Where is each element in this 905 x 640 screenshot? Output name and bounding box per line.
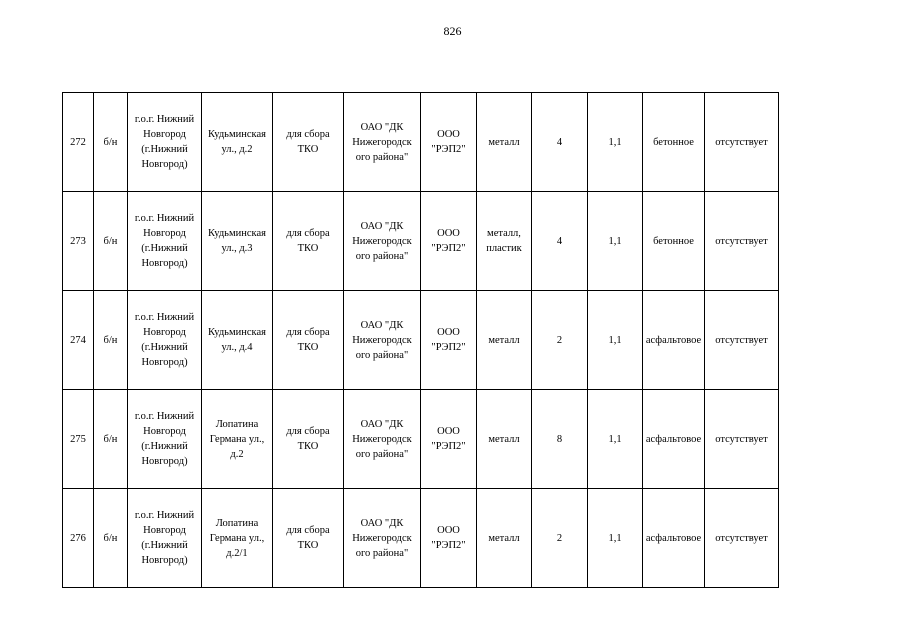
table-row [63, 489, 779, 588]
cell-line: Нижегородск [352, 235, 412, 247]
container-count-cell: 2 [532, 489, 588, 588]
operator-cell [421, 291, 477, 390]
owner-cell [344, 291, 421, 390]
owner-cell [344, 390, 421, 489]
cell-line: для сбора [286, 426, 330, 437]
cell-line: Кудьминская [208, 129, 266, 140]
cell-line: Нижегородск [352, 334, 412, 346]
container-count-cell: 2 [532, 291, 588, 390]
cell-line: г.о.г. Нижний [134, 411, 195, 422]
waste-site-table [62, 92, 779, 588]
purpose-cell [273, 93, 344, 192]
surface-cell: асфальтовое [643, 390, 705, 489]
cell-line: Новгород) [141, 357, 188, 368]
table-row [63, 390, 779, 489]
cell-line: Новгород [143, 426, 186, 437]
cell-line: (г.Нижний [141, 540, 188, 551]
table-row [63, 192, 779, 291]
row-number-cell: 274 [63, 291, 94, 390]
cell-line: "РЭП2" [431, 342, 466, 353]
owner-cell [344, 489, 421, 588]
cell-line: ого района" [355, 547, 409, 559]
cell-line: ОАО "ДК [360, 220, 404, 232]
cell-line: ОАО "ДК [360, 319, 404, 331]
cell-line: Новгород [143, 129, 186, 140]
address-cell [202, 390, 273, 489]
cell-line: Новгород [143, 525, 186, 536]
cell-line: ТКО [297, 144, 319, 155]
cell-line: для сбора [286, 525, 330, 536]
container-volume-cell: 1,1 [588, 489, 643, 588]
table-row [63, 291, 779, 390]
material-cell [477, 192, 532, 291]
cell-line: для сбора [286, 228, 330, 239]
container-volume-cell: 1,1 [588, 291, 643, 390]
mark-cell: б/н [94, 489, 128, 588]
owner-cell [344, 93, 421, 192]
cell-line: г.о.г. Нижний [134, 213, 195, 224]
operator-cell [421, 93, 477, 192]
fence-cell: отсутствует [705, 489, 779, 588]
address-cell [202, 291, 273, 390]
operator-cell [421, 390, 477, 489]
cell-line: Новгород) [141, 159, 188, 170]
row-number-cell: 273 [63, 192, 94, 291]
material-cell [477, 93, 532, 192]
cell-line: г.о.г. Нижний [134, 510, 195, 521]
cell-line: ТКО [297, 540, 319, 551]
operator-cell [421, 192, 477, 291]
container-volume-cell: 1,1 [588, 93, 643, 192]
address-cell [202, 489, 273, 588]
locality-cell [128, 390, 202, 489]
cell-line: ул., д.2 [221, 144, 253, 155]
cell-line: ого района" [355, 250, 409, 262]
cell-line: "РЭП2" [431, 243, 466, 254]
cell-line: ООО [437, 525, 460, 536]
cell-line: Новгород) [141, 555, 188, 566]
cell-line: Нижегородск [352, 136, 412, 148]
cell-line: для сбора [286, 129, 330, 140]
locality-cell [128, 192, 202, 291]
operator-cell [421, 489, 477, 588]
cell-line: металл [488, 532, 520, 544]
cell-line: Нижегородск [352, 433, 412, 445]
surface-cell: асфальтовое [643, 291, 705, 390]
purpose-cell [273, 489, 344, 588]
cell-line: для сбора [286, 327, 330, 338]
cell-line: д.2 [230, 448, 244, 460]
cell-line: металл, [487, 228, 521, 239]
cell-line: ТКО [297, 441, 319, 452]
cell-line: Новгород [143, 228, 186, 239]
cell-line: ООО [437, 228, 460, 239]
row-number-cell: 276 [63, 489, 94, 588]
container-volume-cell: 1,1 [588, 192, 643, 291]
cell-line: ООО [437, 426, 460, 437]
cell-line: ООО [437, 327, 460, 338]
container-count-cell: 4 [532, 93, 588, 192]
cell-line: Новгород [143, 327, 186, 338]
surface-cell: асфальтовое [643, 489, 705, 588]
fence-cell: отсутствует [705, 390, 779, 489]
surface-cell: бетонное [643, 93, 705, 192]
cell-line: "РЭП2" [431, 144, 466, 155]
locality-cell [128, 291, 202, 390]
container-volume-cell: 1,1 [588, 390, 643, 489]
container-count-cell: 4 [532, 192, 588, 291]
locality-cell [128, 489, 202, 588]
locality-cell [128, 93, 202, 192]
cell-line: ого района" [355, 448, 409, 460]
cell-line: ого района" [355, 349, 409, 361]
cell-line: ОАО "ДК [360, 517, 404, 529]
cell-line: Нижегородск [352, 532, 412, 544]
cell-line: Кудьминская [208, 327, 266, 338]
cell-line: "РЭП2" [431, 540, 466, 551]
fence-cell: отсутствует [705, 192, 779, 291]
table-row [63, 93, 779, 192]
cell-line: ул., д.4 [221, 342, 253, 353]
cell-line: ОАО "ДК [360, 418, 404, 430]
owner-cell [344, 192, 421, 291]
cell-line: Лопатина [215, 418, 259, 430]
material-cell [477, 489, 532, 588]
cell-line: Кудьминская [208, 228, 266, 239]
container-count-cell: 8 [532, 390, 588, 489]
cell-line: Новгород) [141, 456, 188, 467]
cell-line: металл [488, 136, 520, 148]
fence-cell: отсутствует [705, 291, 779, 390]
cell-line: ул., д.3 [221, 243, 253, 254]
mark-cell: б/н [94, 192, 128, 291]
cell-line: ТКО [297, 342, 319, 353]
mark-cell: б/н [94, 291, 128, 390]
purpose-cell [273, 192, 344, 291]
cell-line: "РЭП2" [431, 441, 466, 452]
page-number: 826 [443, 24, 462, 38]
cell-line: г.о.г. Нижний [134, 312, 195, 323]
cell-line: (г.Нижний [141, 342, 188, 353]
cell-line: г.о.г. Нижний [134, 114, 195, 125]
cell-line: Германа ул., [209, 532, 265, 544]
cell-line: (г.Нижний [141, 441, 188, 452]
table-body [63, 93, 779, 588]
purpose-cell [273, 390, 344, 489]
row-number-cell: 275 [63, 390, 94, 489]
row-number-cell: 272 [63, 93, 94, 192]
cell-line: (г.Нижний [141, 243, 188, 254]
mark-cell: б/н [94, 93, 128, 192]
cell-line: металл [488, 433, 520, 445]
address-cell [202, 192, 273, 291]
cell-line: ТКО [297, 243, 319, 254]
cell-line: (г.Нижний [141, 144, 188, 155]
fence-cell: отсутствует [705, 93, 779, 192]
surface-cell: бетонное [643, 192, 705, 291]
cell-line: ООО [437, 129, 460, 140]
purpose-cell [273, 291, 344, 390]
material-cell [477, 390, 532, 489]
cell-line: ого района" [355, 151, 409, 163]
cell-line: ОАО "ДК [360, 121, 404, 133]
cell-line: Лопатина [215, 517, 259, 529]
mark-cell: б/н [94, 390, 128, 489]
address-cell [202, 93, 273, 192]
cell-line: Германа ул., [209, 433, 265, 445]
cell-line: Новгород) [141, 258, 188, 269]
material-cell [477, 291, 532, 390]
cell-line: пластик [486, 243, 522, 254]
cell-line: д.2/1 [226, 547, 248, 559]
cell-line: металл [488, 334, 520, 346]
